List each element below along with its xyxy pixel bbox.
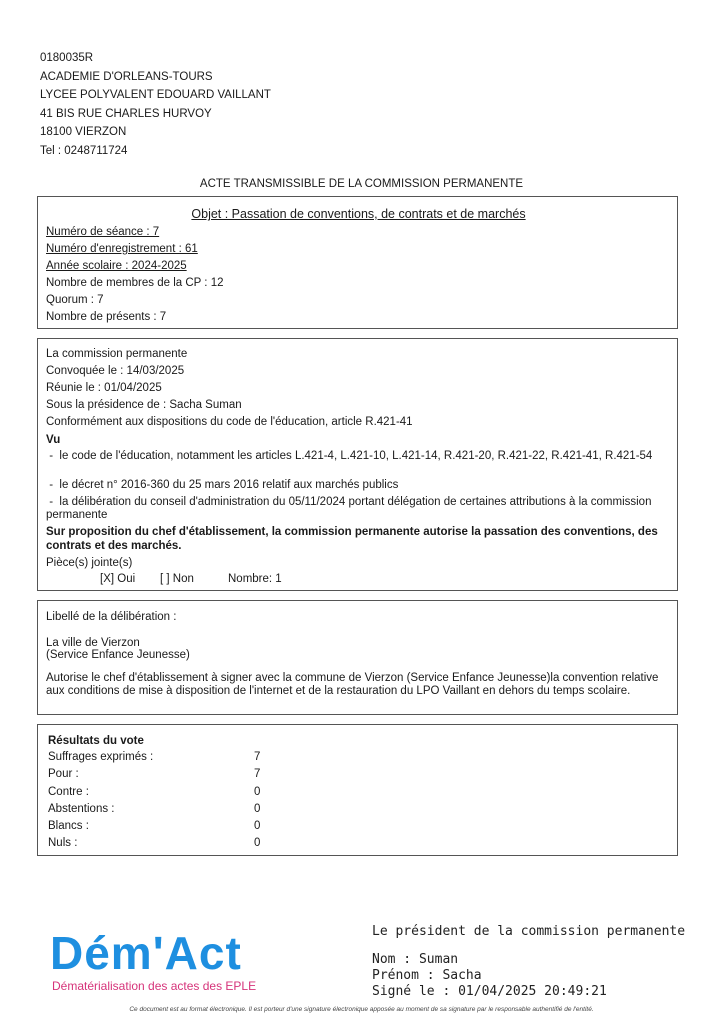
- vote-row: [48, 837, 308, 854]
- signer-first-name: Prénom : Sacha: [372, 968, 482, 983]
- vote-label: Contre :: [48, 786, 89, 798]
- vote-results-box: [37, 724, 678, 856]
- meeting-date: Réunie le : 01/04/2025: [46, 382, 162, 394]
- quorum: Quorum : 7: [46, 294, 104, 306]
- signature-block: [372, 924, 685, 1000]
- city: 18100 VIERZON: [40, 126, 127, 138]
- party-service: (Service Enfance Jeunesse): [46, 649, 190, 661]
- list-item-text: le décret n° 2016-360 du 25 mars 2016 relatif aux marchés publics: [59, 479, 399, 491]
- commission-label: La commission permanente: [46, 348, 188, 360]
- vote-label: Pour :: [48, 768, 79, 780]
- compliance-text: Conformément aux dispositions du code de l'éducation, article R.421-41: [46, 416, 413, 428]
- attachments-label: Pièce(s) jointe(s): [46, 557, 133, 569]
- vote-row: [48, 768, 308, 785]
- school-code: 0180035R: [40, 52, 94, 64]
- convened-date: Convoquée le : 14/03/2025: [46, 365, 185, 377]
- vote-value: 0: [254, 820, 261, 832]
- list-item: - le décret n° 2016-360 du 25 mars 2016 relatif aux marchés publics: [46, 479, 399, 491]
- school-year: Année scolaire : 2024-2025: [46, 260, 187, 272]
- session-number: Numéro de séance : 7: [46, 226, 160, 238]
- document-title: ACTE TRANSMISSIBLE DE LA COMMISSION PERMANENTE: [199, 178, 524, 190]
- deliberation-text: Autorise le chef d'établissement à signer avec la commune de Vierzon (Service Enfance Jeunesse)la convention relative aux conditions de mise à disposition de l'internet et de la restauration du LPO Vaillant en dehors du temps scolaire.: [46, 672, 659, 697]
- members-count: Nombre de membres de la CP : 12: [46, 277, 224, 289]
- vote-value: 0: [254, 786, 261, 798]
- signer-name: Nom : Suman: [372, 952, 459, 967]
- list-item-text: la délibération du conseil d'administration du 05/11/2024 portant délégation de certaines attributions à la commission permanente: [46, 496, 652, 521]
- presidency: Sous la présidence de : Sacha Suman: [46, 399, 242, 411]
- street-address: 41 BIS RUE CHARLES HURVOY: [40, 107, 212, 120]
- commission-box: [37, 338, 678, 591]
- demact-tagline: Dématérialisation des actes des EPLE: [52, 979, 257, 993]
- school-name: LYCEE POLYVALENT EDOUARD VAILLANT: [40, 89, 271, 101]
- deliberation-box: [37, 600, 678, 715]
- deliberation-label: Libellé de la délibération :: [46, 611, 177, 623]
- vote-label: Suffrages exprimés :: [48, 751, 154, 763]
- vote-label: Nuls :: [48, 837, 78, 849]
- signed-date: Signé le : 01/04/2025 20:49:21: [372, 984, 607, 999]
- list-item: - la délibération du conseil d'administration du 05/11/2024 portant délégation de certaines attributions à la commission permanente: [46, 496, 652, 521]
- vote-row: [48, 786, 308, 803]
- present-count: Nombre de présents : 7: [46, 311, 167, 323]
- vote-row: [48, 751, 308, 768]
- session-info-box: [37, 196, 678, 329]
- academy-name: ACADEMIE D'ORLEANS-TOURS: [40, 70, 213, 83]
- vote-row: [48, 820, 308, 837]
- list-item: - le code de l'éducation, notamment les articles L.421-4, L.421-10, L.421-14, R.421-20, R.421-22, R.421-41, R.421-54: [46, 450, 653, 462]
- list-item-text: le code de l'éducation, notamment les articles L.421-4, L.421-10, L.421-14, R.421-20, R.421-22, R.421-41, R.421-54: [59, 450, 653, 462]
- attachment-no: [ ] Non: [160, 573, 194, 585]
- vote-row: [48, 803, 308, 820]
- sender-address: [40, 49, 271, 160]
- party-name: La ville de Vierzon: [46, 637, 140, 649]
- telephone: Tel : 0248711724: [40, 144, 128, 157]
- vote-value: 0: [254, 803, 261, 815]
- object-line: Objet : Passation de conventions, de contrats et de marchés: [191, 207, 526, 221]
- vote-label: Abstentions :: [48, 803, 115, 815]
- registration-number: Numéro d'enregistrement : 61: [46, 243, 198, 255]
- attachment-yes: [X] Oui: [100, 573, 136, 585]
- vote-value: 0: [254, 837, 261, 849]
- vote-value: 7: [254, 751, 261, 763]
- vote-title: Résultats du vote: [48, 735, 144, 747]
- demact-logo: Dém'Act: [50, 927, 242, 979]
- proposal-text: Sur proposition du chef d'établissement, la commission permanente autorise la passation des conventions, des contrats et des marchés.: [46, 526, 658, 552]
- electronic-disclaimer: Ce document est au format électronique. Il est porteur d'une signature électronique apposée au moment de sa signature par le responsable authentifié de l'entité.: [129, 1006, 594, 1013]
- vu-heading: Vu: [46, 434, 61, 446]
- president-title: Le président de la commission permanente: [372, 924, 686, 939]
- vote-label: Blancs :: [48, 820, 89, 832]
- attachment-count: Nombre: 1: [228, 573, 282, 585]
- vote-value: 7: [254, 768, 261, 780]
